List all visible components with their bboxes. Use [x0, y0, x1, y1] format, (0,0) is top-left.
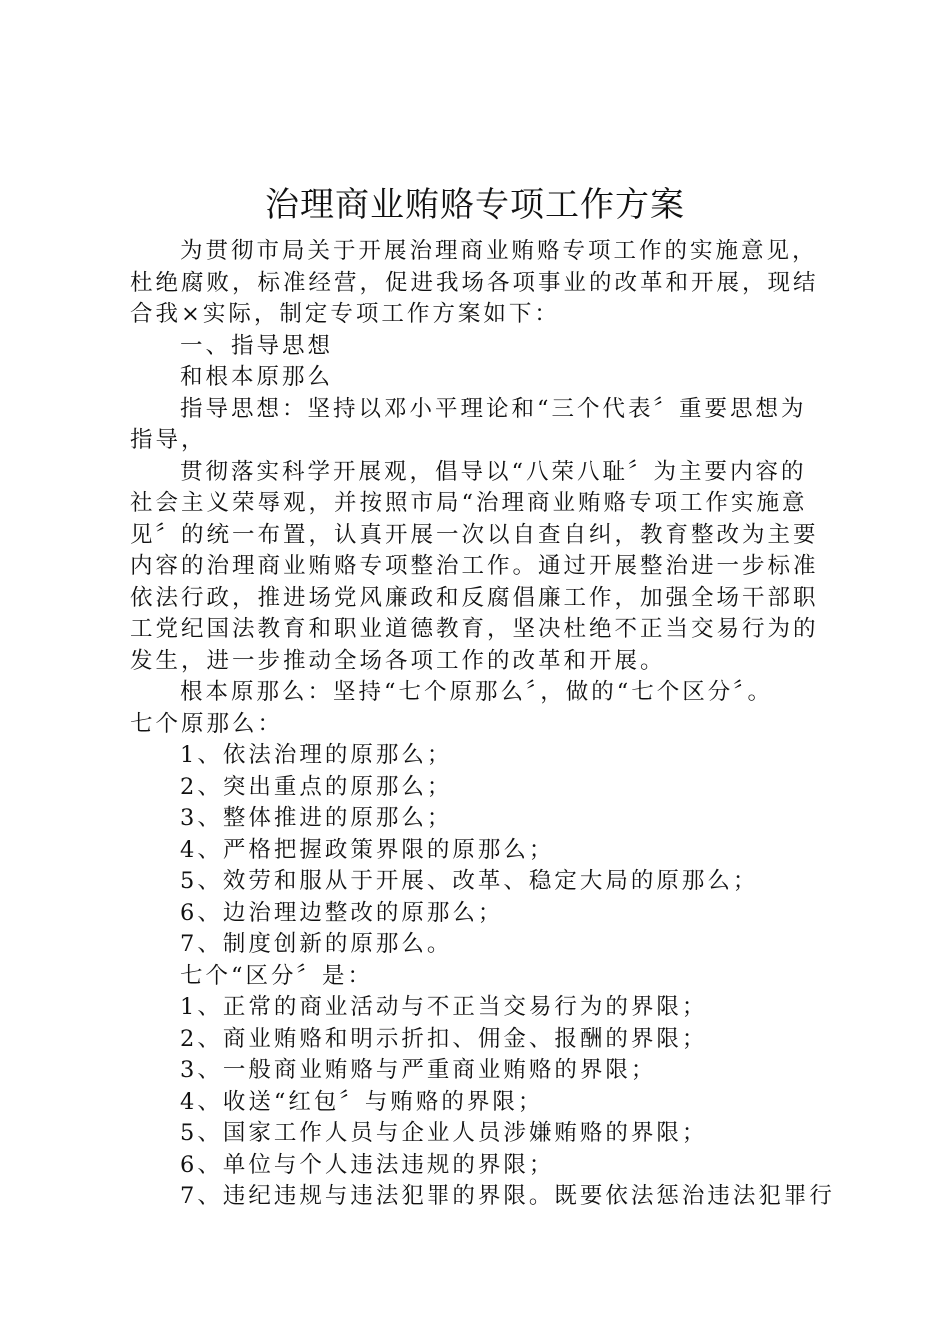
paragraph-line: 依法行政，推进场党风廉政和反腐倡廉工作，加强全场干部职: [130, 584, 819, 611]
paragraph-line: 指导，: [130, 427, 207, 453]
list-item: 5、国家工作人员与企业人员涉嫌贿赂的界限；: [180, 1120, 708, 1146]
list-item: 2、商业贿赂和明示折扣、佣金、报酬的界限；: [180, 1025, 708, 1052]
section-heading: 一、指导思想: [180, 332, 334, 359]
paragraph-line: 贯彻落实科学开展观，倡导以“八荣八耻〞为主要内容的: [180, 458, 807, 485]
paragraph-line: 发生，进一步推动全场各项工作的改革和开展。: [130, 647, 666, 674]
document-title: 治理商业贿赂专项工作方案: [265, 185, 685, 225]
list-item: 7、违纪违规与违法犯罪的界限。既要依法惩治违法犯罪行: [180, 1183, 835, 1209]
list-item: 4、严格把握政策界限的原那么；: [180, 836, 555, 863]
list-item: 3、一般商业贿赂与严重商业贿赂的界限；: [180, 1057, 657, 1083]
paragraph-line: 指导思想：坚持以邓小平理论和“三个代表〞重要思想为: [180, 395, 807, 422]
list-item: 1、依法治理的原那么；: [180, 742, 453, 768]
list-item: 7、制度创新的原那么。: [180, 931, 453, 957]
paragraph-line: 合我×实际，制定专项工作方案如下：: [130, 301, 560, 327]
paragraph-line: 七个“区分〞是：: [180, 962, 374, 989]
section-heading: 和根本原那么: [180, 364, 334, 390]
list-item: 2、突出重点的原那么；: [180, 773, 453, 800]
paragraph-line: 内容的治理商业贿赂专项整治工作。通过开展整治进一步标准: [130, 553, 819, 579]
paragraph-line: 杜绝腐败，标准经营，促进我场各项事业的改革和开展，现结: [130, 269, 819, 296]
paragraph-line: 社会主义荣辱观，并按照市局“治理商业贿赂专项工作实施意: [130, 490, 808, 516]
list-item: 4、收送“红包〞与贿赂的界限；: [180, 1088, 544, 1115]
paragraph-line: 根本原那么：坚持“七个原那么〞，做的“七个区分〞。: [180, 679, 774, 705]
list-item: 3、整体推进的原那么；: [180, 805, 453, 831]
paragraph-line: 为贯彻市局关于开展治理商业贿赂专项工作的实施意见，: [180, 238, 818, 264]
paragraph-line: 见〞的统一布置，认真开展一次以自查自纠，教育整改为主要: [130, 521, 819, 548]
document-body: [130, 236, 835, 1213]
paragraph-line: 七个原那么：: [130, 710, 284, 737]
list-item: 6、边治理边整改的原那么；: [180, 899, 504, 926]
list-item: 1、正常的商业活动与不正当交易行为的界限；: [180, 994, 708, 1020]
list-item: 6、单位与个人违法违规的界限；: [180, 1151, 555, 1178]
list-item: 5、效劳和服从于开展、改革、稳定大局的原那么；: [180, 868, 759, 894]
paragraph-line: 工党纪国法教育和职业道德教育，坚决杜绝不正当交易行为的: [130, 616, 819, 642]
